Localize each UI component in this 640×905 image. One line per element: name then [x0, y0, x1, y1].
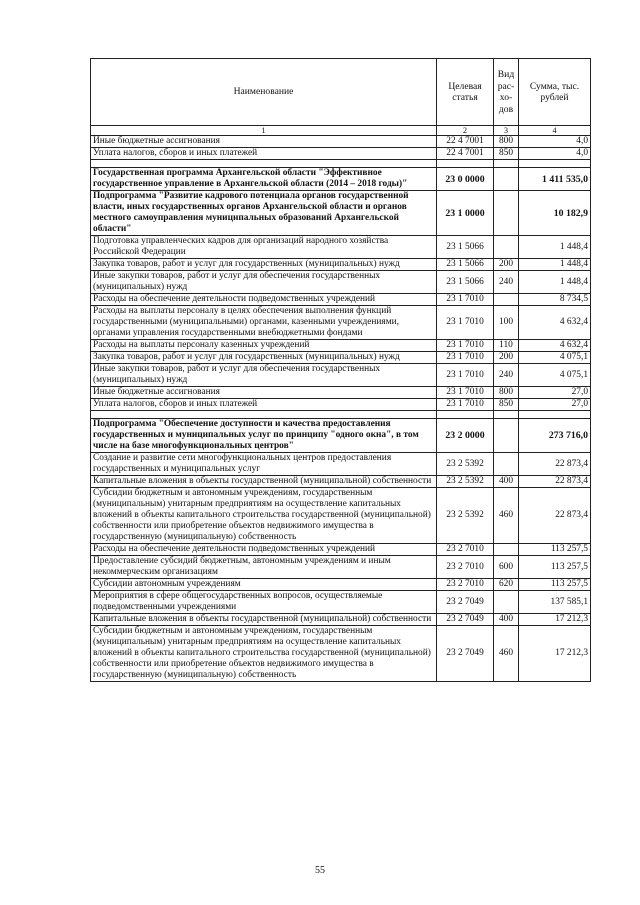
table-row — [91, 476, 591, 488]
row-amount: 1 448,4 — [519, 236, 591, 259]
row-expense-kind: 400 — [494, 476, 519, 488]
table-row — [91, 544, 591, 556]
spacer-cell — [437, 411, 494, 419]
table-row — [91, 306, 591, 340]
row-expense-kind — [494, 294, 519, 306]
table-row — [91, 148, 591, 160]
row-amount: 273 716,0 — [519, 419, 591, 453]
row-name: Уплата налогов, сборов и иных платежей — [91, 148, 437, 160]
row-amount: 4,0 — [519, 148, 591, 160]
budget-table-sheet — [90, 58, 590, 682]
row-target-code: 23 2 7010 — [437, 556, 494, 579]
budget-table — [90, 58, 591, 682]
spacer-cell — [91, 160, 437, 168]
row-expense-kind — [494, 419, 519, 453]
table-row — [91, 259, 591, 271]
row-name: Иные бюджетные ассигнования — [91, 136, 437, 148]
row-amount: 4 075,1 — [519, 364, 591, 387]
row-name: Капитальные вложения в объекты государственной (муниципальной) собственности — [91, 476, 437, 488]
row-name: Иные закупки товаров, работ и услуг для обеспечения государственных (муниципальных) нужд — [91, 364, 437, 387]
table-row — [91, 191, 591, 236]
row-target-code: 23 0 0000 — [437, 168, 494, 191]
table-row — [91, 419, 591, 453]
row-name: Капитальные вложения в объекты государственной (муниципальной) собственности — [91, 614, 437, 626]
row-target-code: 23 1 5066 — [437, 271, 494, 294]
row-name: Иные закупки товаров, работ и услуг для обеспечения государственных (муниципальных) нужд — [91, 271, 437, 294]
row-target-code: 22 4 7001 — [437, 136, 494, 148]
row-target-code: 23 1 7010 — [437, 399, 494, 411]
row-name: Создание и развитие сети многофункциональных центров предоставления государственных и муниципальных услуг — [91, 453, 437, 476]
row-expense-kind: 100 — [494, 306, 519, 340]
row-expense-kind: 850 — [494, 399, 519, 411]
spacer-cell — [91, 411, 437, 419]
row-name: Закупка товаров, работ и услуг для государственных (муниципальных) нужд — [91, 259, 437, 271]
row-name: Предоставление субсидий бюджетным, автономным учреждениям и иным некоммерческим организациям — [91, 556, 437, 579]
row-amount: 10 182,9 — [519, 191, 591, 236]
row-amount: 1 448,4 — [519, 271, 591, 294]
spacer-cell — [437, 160, 494, 168]
row-target-code: 23 2 5392 — [437, 453, 494, 476]
table-row — [91, 399, 591, 411]
column-number: 1 — [91, 126, 437, 136]
row-expense-kind: 200 — [494, 352, 519, 364]
row-name: Подпрограмма "Развитие кадрового потенциала органов государственной власти, иных государственных органов Архангельской области и органов местного самоуправления муниципальных образований Архангельской области" — [91, 191, 437, 236]
row-target-code: 23 1 5066 — [437, 236, 494, 259]
row-amount: 4,0 — [519, 136, 591, 148]
row-expense-kind: 850 — [494, 148, 519, 160]
row-name: Государственная программа Архангельской области "Эффективное государственное управление в Архангельской области (2014 – 2018 годы)" — [91, 168, 437, 191]
row-target-code: 23 1 5066 — [437, 259, 494, 271]
row-amount: 1 448,4 — [519, 259, 591, 271]
table-row — [91, 614, 591, 626]
row-expense-kind — [494, 168, 519, 191]
row-name: Расходы на обеспечение деятельности подведомственных учреждений — [91, 294, 437, 306]
row-name: Расходы на обеспечение деятельности подведомственных учреждений — [91, 544, 437, 556]
row-target-code: 23 2 7049 — [437, 591, 494, 614]
row-expense-kind — [494, 236, 519, 259]
row-expense-kind — [494, 453, 519, 476]
table-row — [91, 340, 591, 352]
row-expense-kind: 110 — [494, 340, 519, 352]
table-row — [91, 168, 591, 191]
row-name: Мероприятия в сфере общегосударственных вопросов, осуществляемые подведомственными учреждениями — [91, 591, 437, 614]
header-kind: Вид рас-хо-дов — [494, 59, 519, 126]
row-expense-kind: 800 — [494, 136, 519, 148]
row-expense-kind: 460 — [494, 488, 519, 544]
table-row — [91, 136, 591, 148]
row-name: Субсидии автономным учреждениям — [91, 579, 437, 591]
row-expense-kind: 600 — [494, 556, 519, 579]
row-name: Субсидии бюджетным и автономным учреждениям, государственным (муниципальным) унитарным предприятиям на осуществление капитальных вложений в объекты капитального строительства государственной (муниципальной) собственности или приобретение объектов недвижимого имущества в государственную (муниципальную) собственность — [91, 626, 437, 682]
table-spacer-row — [91, 160, 591, 168]
row-amount: 1 411 535,0 — [519, 168, 591, 191]
row-amount: 17 212,3 — [519, 626, 591, 682]
row-name: Субсидии бюджетным и автономным учреждениям, государственным (муниципальным) унитарным предприятиям на осуществление капитальных вложений в объекты капитального строительства государственной (муниципальной) собственности или приобретение объектов недвижимого имущества в государственную (муниципальную) собственность — [91, 488, 437, 544]
table-row — [91, 579, 591, 591]
row-amount: 22 873,4 — [519, 476, 591, 488]
table-row — [91, 271, 591, 294]
row-target-code: 23 1 7010 — [437, 387, 494, 399]
row-expense-kind: 200 — [494, 259, 519, 271]
table-row — [91, 488, 591, 544]
column-number: 2 — [437, 126, 494, 136]
row-expense-kind: 800 — [494, 387, 519, 399]
table-row — [91, 364, 591, 387]
budget-table-body — [91, 59, 591, 682]
table-spacer-row — [91, 411, 591, 419]
row-amount: 4 075,1 — [519, 352, 591, 364]
row-amount: 22 873,4 — [519, 453, 591, 476]
row-target-code: 23 1 0000 — [437, 191, 494, 236]
table-row — [91, 453, 591, 476]
spacer-cell — [519, 160, 591, 168]
row-target-code: 23 1 7010 — [437, 294, 494, 306]
row-expense-kind: 460 — [494, 626, 519, 682]
row-amount: 137 585,1 — [519, 591, 591, 614]
row-name: Расходы на выплаты персоналу в целях обеспечения выполнения функций государственными (муниципальными) органами, казенными учреждениями, органами управления государственными внебюджетными фондами — [91, 306, 437, 340]
spacer-cell — [494, 160, 519, 168]
spacer-cell — [494, 411, 519, 419]
table-row — [91, 352, 591, 364]
header-sum: Сумма, тыс. рублей — [519, 59, 591, 126]
row-amount: 27,0 — [519, 399, 591, 411]
row-name: Иные бюджетные ассигнования — [91, 387, 437, 399]
row-amount: 22 873,4 — [519, 488, 591, 544]
row-amount: 4 632,4 — [519, 306, 591, 340]
column-number-row — [91, 126, 591, 136]
row-amount: 113 257,5 — [519, 579, 591, 591]
table-header-row — [91, 59, 591, 126]
row-expense-kind: 400 — [494, 614, 519, 626]
table-row — [91, 236, 591, 259]
row-target-code: 23 2 0000 — [437, 419, 494, 453]
header-name: Наименование — [91, 59, 437, 126]
row-target-code: 23 2 7010 — [437, 579, 494, 591]
row-target-code: 23 1 7010 — [437, 364, 494, 387]
row-target-code: 23 2 5392 — [437, 476, 494, 488]
table-row — [91, 626, 591, 682]
row-expense-kind — [494, 591, 519, 614]
page-number: 55 — [315, 865, 325, 876]
row-name: Закупка товаров, работ и услуг для государственных (муниципальных) нужд — [91, 352, 437, 364]
spacer-cell — [519, 411, 591, 419]
table-row — [91, 387, 591, 399]
table-row — [91, 591, 591, 614]
row-target-code: 23 2 5392 — [437, 488, 494, 544]
row-target-code: 23 2 7049 — [437, 614, 494, 626]
row-target-code: 22 4 7001 — [437, 148, 494, 160]
row-expense-kind — [494, 191, 519, 236]
row-name: Расходы на выплаты персоналу казенных учреждений — [91, 340, 437, 352]
table-row — [91, 556, 591, 579]
row-expense-kind: 620 — [494, 579, 519, 591]
row-target-code: 23 1 7010 — [437, 352, 494, 364]
row-expense-kind — [494, 544, 519, 556]
row-expense-kind: 240 — [494, 271, 519, 294]
row-name: Уплата налогов, сборов и иных платежей — [91, 399, 437, 411]
row-target-code: 23 1 7010 — [437, 306, 494, 340]
row-target-code: 23 2 7049 — [437, 626, 494, 682]
header-code: Целевая статья — [437, 59, 494, 126]
row-amount: 27,0 — [519, 387, 591, 399]
row-amount: 8 734,5 — [519, 294, 591, 306]
row-amount: 4 632,4 — [519, 340, 591, 352]
row-amount: 113 257,5 — [519, 544, 591, 556]
row-name: Подготовка управленческих кадров для организаций народного хозяйства Российской Федерации — [91, 236, 437, 259]
row-amount: 17 212,3 — [519, 614, 591, 626]
row-target-code: 23 2 7010 — [437, 544, 494, 556]
column-number: 4 — [519, 126, 591, 136]
row-expense-kind: 240 — [494, 364, 519, 387]
row-name: Подпрограмма "Обеспечение доступности и качества предоставления государственных и муниципальных услуг по принципу "одного окна", в том числе на базе многофункциональных центров" — [91, 419, 437, 453]
row-target-code: 23 1 7010 — [437, 340, 494, 352]
table-row — [91, 294, 591, 306]
row-amount: 113 257,5 — [519, 556, 591, 579]
column-number: 3 — [494, 126, 519, 136]
